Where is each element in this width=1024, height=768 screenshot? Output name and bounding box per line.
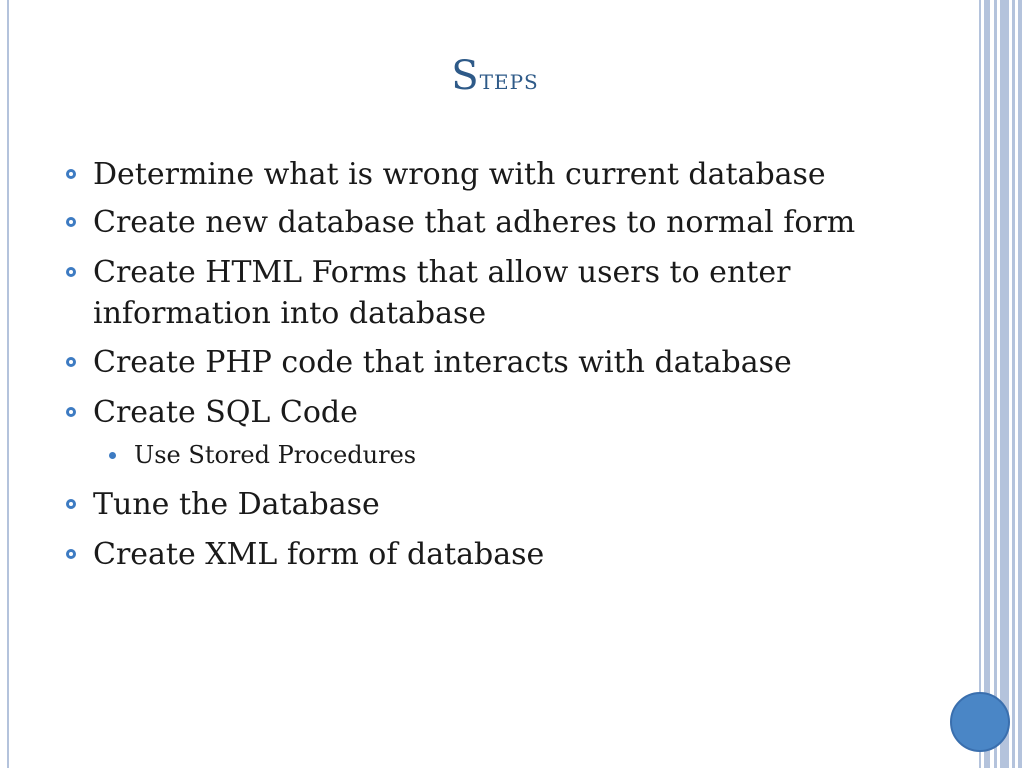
dot-bullet-icon [109, 452, 116, 459]
ring-bullet-icon [66, 357, 76, 367]
ring-bullet-icon [66, 267, 76, 277]
ring-bullet-icon [66, 499, 76, 509]
ring-bullet-icon [66, 169, 76, 179]
bullet-text: Create new database that adheres to normal form [93, 205, 856, 240]
slide-title-rest: teps [479, 63, 539, 96]
left-border-rule [7, 0, 9, 768]
slide-title-initial: S [451, 53, 480, 99]
bullet-text: Create PHP code that interacts with database [93, 345, 792, 380]
bullet-text: Tune the Database [93, 487, 380, 522]
right-stripe [994, 0, 997, 768]
bullet-text: Create SQL Code [93, 395, 358, 430]
right-stripe [984, 0, 990, 768]
ring-bullet-icon [66, 407, 76, 417]
bullet-text-line2: information into database [93, 296, 487, 331]
right-stripe [1012, 0, 1015, 768]
right-stripe [1018, 0, 1022, 768]
right-stripe [1000, 0, 1009, 768]
right-stripe [979, 0, 981, 768]
ring-bullet-icon [66, 549, 76, 559]
bullet-text-line1: Create HTML Forms that allow users to enter [93, 255, 791, 290]
corner-circle-decoration [950, 692, 1010, 752]
ring-bullet-icon [66, 217, 76, 227]
sub-bullet-text: Use Stored Procedures [134, 441, 417, 469]
bullet-text: Determine what is wrong with current database [93, 157, 826, 192]
bullet-text: Create XML form of database [93, 537, 545, 572]
slide-title [0, 52, 990, 104]
